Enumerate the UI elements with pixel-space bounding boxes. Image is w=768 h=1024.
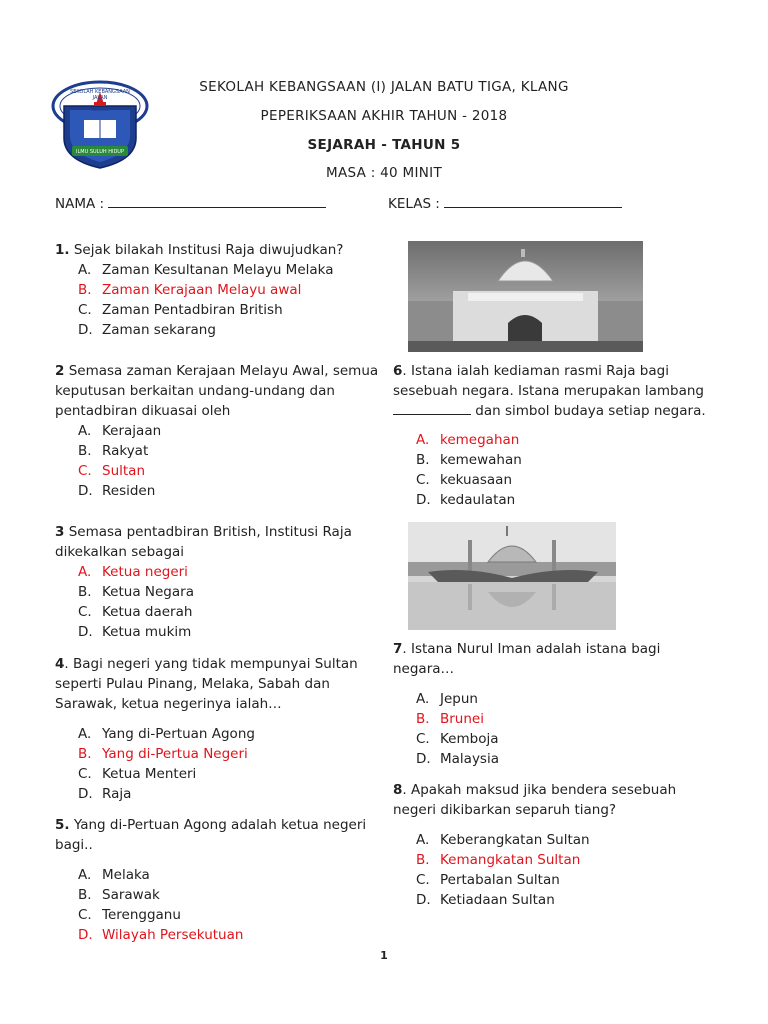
option-d[interactable]: D. Ketua mukim: [78, 624, 192, 640]
question-line: seperti Pulau Pinang, Melaka, Sabah dan: [55, 676, 330, 692]
option-b[interactable]: B. Brunei: [416, 711, 484, 727]
question-text: 8. Apakah maksud jika bendera sesebuah: [393, 782, 677, 798]
question-number: 6: [393, 363, 403, 379]
question-6: [393, 361, 733, 510]
page-number: 1: [380, 949, 388, 962]
option-a[interactable]: A. kemegahan: [416, 432, 520, 448]
option-b[interactable]: B. kemewahan: [416, 452, 522, 468]
class-label: KELAS :: [388, 196, 440, 212]
option-d[interactable]: D. Residen: [78, 483, 156, 499]
question-line: pentadbiran dikuasai oleh: [55, 403, 231, 419]
subject-title: SEJARAH - TAHUN 5: [307, 137, 461, 153]
name-label: NAMA :: [55, 196, 105, 212]
logo-text-bottom: ILMU SULUH HIDUP: [76, 149, 124, 155]
question-line: negeri dikibarkan separuh tiang?: [393, 802, 617, 818]
question-text: 3 Semasa pentadbiran British, Institusi Raja: [55, 524, 352, 540]
option-c[interactable]: C. Terengganu: [78, 907, 181, 923]
logo-text-middle: KLANG: [91, 107, 109, 113]
option-c[interactable]: C. Kemboja: [416, 731, 499, 747]
option-d[interactable]: D. kedaulatan: [416, 492, 516, 508]
option-b[interactable]: B. Sarawak: [78, 887, 160, 903]
fill-in-blank[interactable]: [393, 403, 471, 415]
question-text: 6. Istana ialah kediaman rasmi Raja bagi: [393, 363, 669, 379]
option-a[interactable]: A. Jepun: [416, 691, 478, 707]
option-d[interactable]: D. Raja: [78, 786, 132, 802]
question-number: 8: [393, 782, 403, 798]
option-b[interactable]: B. Yang di-Pertua Negeri: [78, 746, 248, 762]
question-text: 5. Yang di-Pertuan Agong adalah ketua negeri: [55, 817, 367, 833]
class-input-line[interactable]: [444, 194, 622, 208]
question-line: Sarawak, ketua negerinya ialah…: [55, 696, 282, 712]
option-d[interactable]: D. Wilayah Persekutuan: [78, 927, 244, 943]
option-c[interactable]: C. Ketua Menteri: [78, 766, 197, 782]
option-a[interactable]: A. Melaka: [78, 867, 150, 883]
class-field[interactable]: [388, 194, 622, 212]
exam-title: PEPERIKSAAN AKHIR TAHUN - 2018: [260, 108, 508, 124]
question-line: Sejak bilakah Institusi Raja diwujudkan?: [73, 242, 344, 258]
question-3: [55, 522, 385, 642]
option-c[interactable]: C. kekuasaan: [416, 472, 513, 488]
question-line: sesebuah negara. Istana merupakan lambang: [393, 383, 704, 399]
question-number: 4: [55, 656, 65, 672]
option-a[interactable]: A. Keberangkatan Sultan: [416, 832, 590, 848]
school-name: SEKOLAH KEBANGSAAN (I) JALAN BATU TIGA, KLANG: [199, 79, 569, 95]
question-number: 1.: [55, 242, 70, 258]
question-2: [55, 361, 385, 501]
question-1: [55, 240, 375, 340]
question-line: negara…: [393, 661, 455, 677]
name-input-line[interactable]: [108, 194, 326, 208]
name-field[interactable]: [55, 194, 326, 212]
option-d[interactable]: D. Malaysia: [416, 751, 499, 767]
option-c[interactable]: C. Ketua daerah: [78, 604, 193, 620]
question-line: keputusan berkaitan undang-undang dan: [55, 383, 335, 399]
question-7: [393, 639, 733, 769]
mosque-photo: [408, 522, 616, 630]
question-text: 2 Semasa zaman Kerajaan Melayu Awal, semua: [55, 363, 379, 379]
option-a[interactable]: A. Zaman Kesultanan Melayu Melaka: [78, 262, 334, 278]
question-5: [55, 815, 385, 945]
question-text: 7. Istana Nurul Iman adalah istana bagi: [393, 641, 661, 657]
option-c[interactable]: C. Pertabalan Sultan: [416, 872, 560, 888]
option-c[interactable]: C. Sultan: [78, 463, 145, 479]
question-4: [55, 654, 385, 804]
question-line: dan simbol budaya setiap negara.: [393, 401, 733, 421]
option-b[interactable]: B. Rakyat: [78, 443, 149, 459]
option-d[interactable]: D. Ketiadaan Sultan: [416, 892, 555, 908]
option-a[interactable]: A. Ketua negeri: [78, 564, 188, 580]
option-a[interactable]: A. Yang di-Pertuan Agong: [78, 726, 255, 742]
question-text: 4. Bagi negeri yang tidak mempunyai Sultan: [55, 656, 358, 672]
question-number: 7: [393, 641, 403, 657]
question-line: bagi..: [55, 837, 93, 853]
question-line: dikekalkan sebagai: [55, 544, 185, 560]
option-b[interactable]: B. Kemangkatan Sultan: [416, 852, 581, 868]
option-b[interactable]: B. Ketua Negara: [78, 584, 194, 600]
palace-photo: [408, 241, 643, 352]
option-a[interactable]: A. Kerajaan: [78, 423, 162, 439]
question-number: 3: [55, 524, 65, 540]
question-number: 2: [55, 363, 65, 379]
option-b[interactable]: B. Zaman Kerajaan Melayu awal: [78, 282, 302, 298]
option-c[interactable]: C. Zaman Pentadbiran British: [78, 302, 283, 318]
option-d[interactable]: D. Zaman sekarang: [78, 322, 216, 338]
logo-text-top: SEKOLAH KEBANGSAAN JALAN: [70, 89, 130, 101]
question-number: 5.: [55, 817, 70, 833]
exam-duration: MASA : 40 MINIT: [326, 165, 442, 181]
question-8: [393, 780, 733, 910]
question-text: [55, 240, 375, 260]
